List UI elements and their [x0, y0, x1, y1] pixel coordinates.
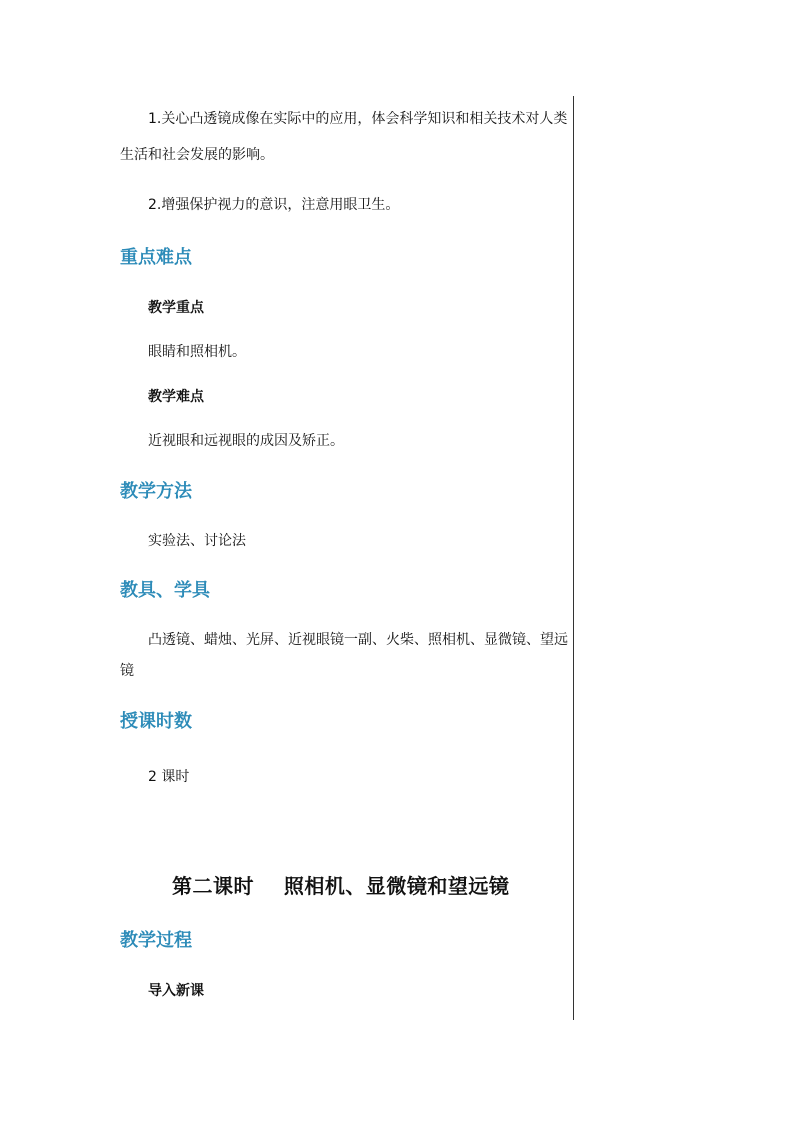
goal-item-1-line-1: 1.关心凸透镜成像在实际中的应用，体会科学知识和相关技术对人类: [148, 111, 568, 127]
tools-text-line-2: 镜: [120, 663, 134, 679]
goal-item-1-line-2: 生活和社会发展的影响。: [120, 147, 274, 163]
teaching-focus-text: 眼睛和照相机。: [148, 344, 246, 360]
section-heading-methods: 教学方法: [120, 481, 192, 502]
methods-text: 实验法、讨论法: [148, 533, 246, 549]
teaching-focus-label: 教学重点: [148, 300, 204, 316]
lesson-title: 第二课时 照相机、显微镜和望远镜: [172, 874, 510, 898]
goal-item-2: 2.增强保护视力的意识，注意用眼卫生。: [148, 197, 400, 213]
section-heading-tools: 教具、学具: [120, 580, 210, 601]
section-heading-hours: 授课时数: [120, 711, 192, 732]
intro-new-lesson-label: 导入新课: [148, 983, 204, 999]
margin-rule: [573, 96, 574, 1020]
section-heading-process: 教学过程: [120, 930, 192, 951]
tools-text-line-1: 凸透镜、蜡烛、光屏、近视眼镜一副、火柴、照相机、显微镜、望远: [148, 632, 568, 648]
teaching-difficulty-label: 教学难点: [148, 389, 204, 405]
section-heading-key-points: 重点难点: [120, 247, 192, 268]
hours-text: 2 课时: [148, 769, 190, 785]
teaching-difficulty-text: 近视眼和远视眼的成因及矫正。: [148, 433, 344, 449]
